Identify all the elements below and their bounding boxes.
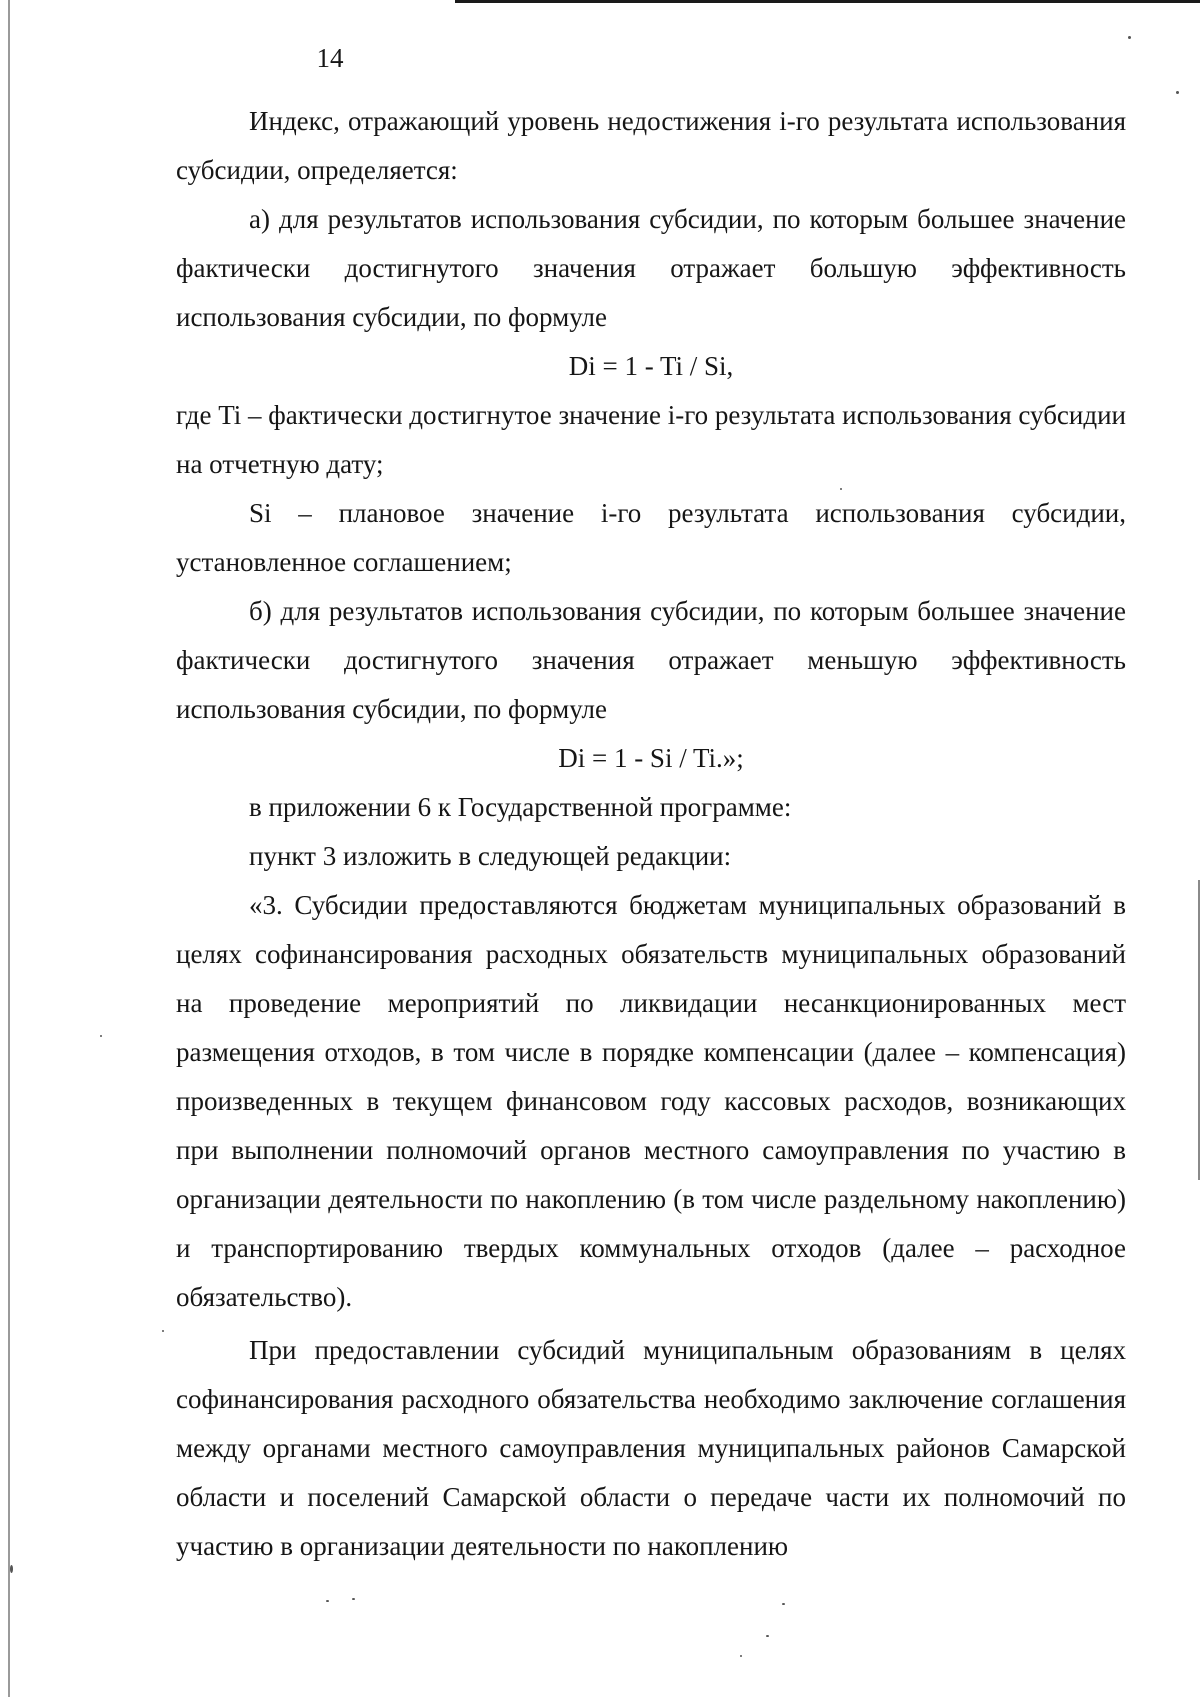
paragraph-subsidies: «3. Субсидии предоставляются бюджетам муниципальных образований в целях софинансирования расходных обязательств муниципальных образований на проведение мероприятий по ликвидации несанкционированных мест размещения отходов, в том числе в порядке компенсации (далее – компенсация) произведенных в текущем финансовом году кассовых расходов, возникающих при выполнении полномочий органов местного самоуправления по участию в организации деятельности по накоплению (в том числе раздельному накоплению) и транспортированию твердых коммунальных отходов (далее – расходное обязательство). [176, 890, 1126, 1312]
scan-top-border [455, 0, 1200, 3]
paragraph-appendix-6: в приложении 6 к Государственной программе: [249, 792, 792, 822]
scan-left-edge [8, 0, 10, 1697]
paragraph-item-3: пункт 3 изложить в следующей редакции: [249, 841, 732, 871]
scan-speck [1176, 91, 1179, 94]
page-number-text: 14 [316, 43, 344, 73]
paragraph-si-definition: Si – плановое значение i-го результата использования субсидии, установленное соглашением; [176, 498, 1126, 577]
document-body [176, 97, 1126, 1571]
scan-speck [766, 1635, 769, 1637]
formula-a: Di = 1 - Ti / Si, [568, 351, 734, 381]
scan-speck [10, 1565, 13, 1573]
page-number [0, 40, 1200, 76]
paragraph-agreement: При предоставлении субсидий муниципальным образованиям в целях софинансирования расходного обязательства необходимо заключение соглашения между органами местного самоуправления муниципальных районов Самарской области и поселений Самарской области о передаче части их полномочий по участию в организации деятельности по накоплению [176, 1335, 1126, 1561]
paragraph-ti-definition: где Ti – фактически достигнутое значение i-го результата использования субсидии на отчетную дату; [176, 400, 1126, 479]
scan-speck [1128, 36, 1131, 39]
paragraph-case-a: а) для результатов использования субсидии, по которым большее значение фактически достигнутого значения отражает большую эффективность использования субсидии, по формуле [176, 204, 1126, 332]
scan-speck [782, 1603, 785, 1605]
scan-speck [100, 1035, 102, 1037]
scan-speck [162, 1330, 164, 1332]
scan-speck [326, 1600, 329, 1602]
formula-b: Di = 1 - Si / Ti.»; [558, 743, 744, 773]
paragraph-case-b: б) для результатов использования субсидии, по которым большее значение фактически достигнутого значения отражает меньшую эффективность использования субсидии, по формуле [176, 596, 1126, 724]
scan-speck [352, 1598, 355, 1600]
scan-speck [740, 1655, 742, 1657]
paragraph-index-intro: Индекс, отражающий уровень недостижения i-го результата использования субсидии, определяется: [176, 106, 1126, 185]
